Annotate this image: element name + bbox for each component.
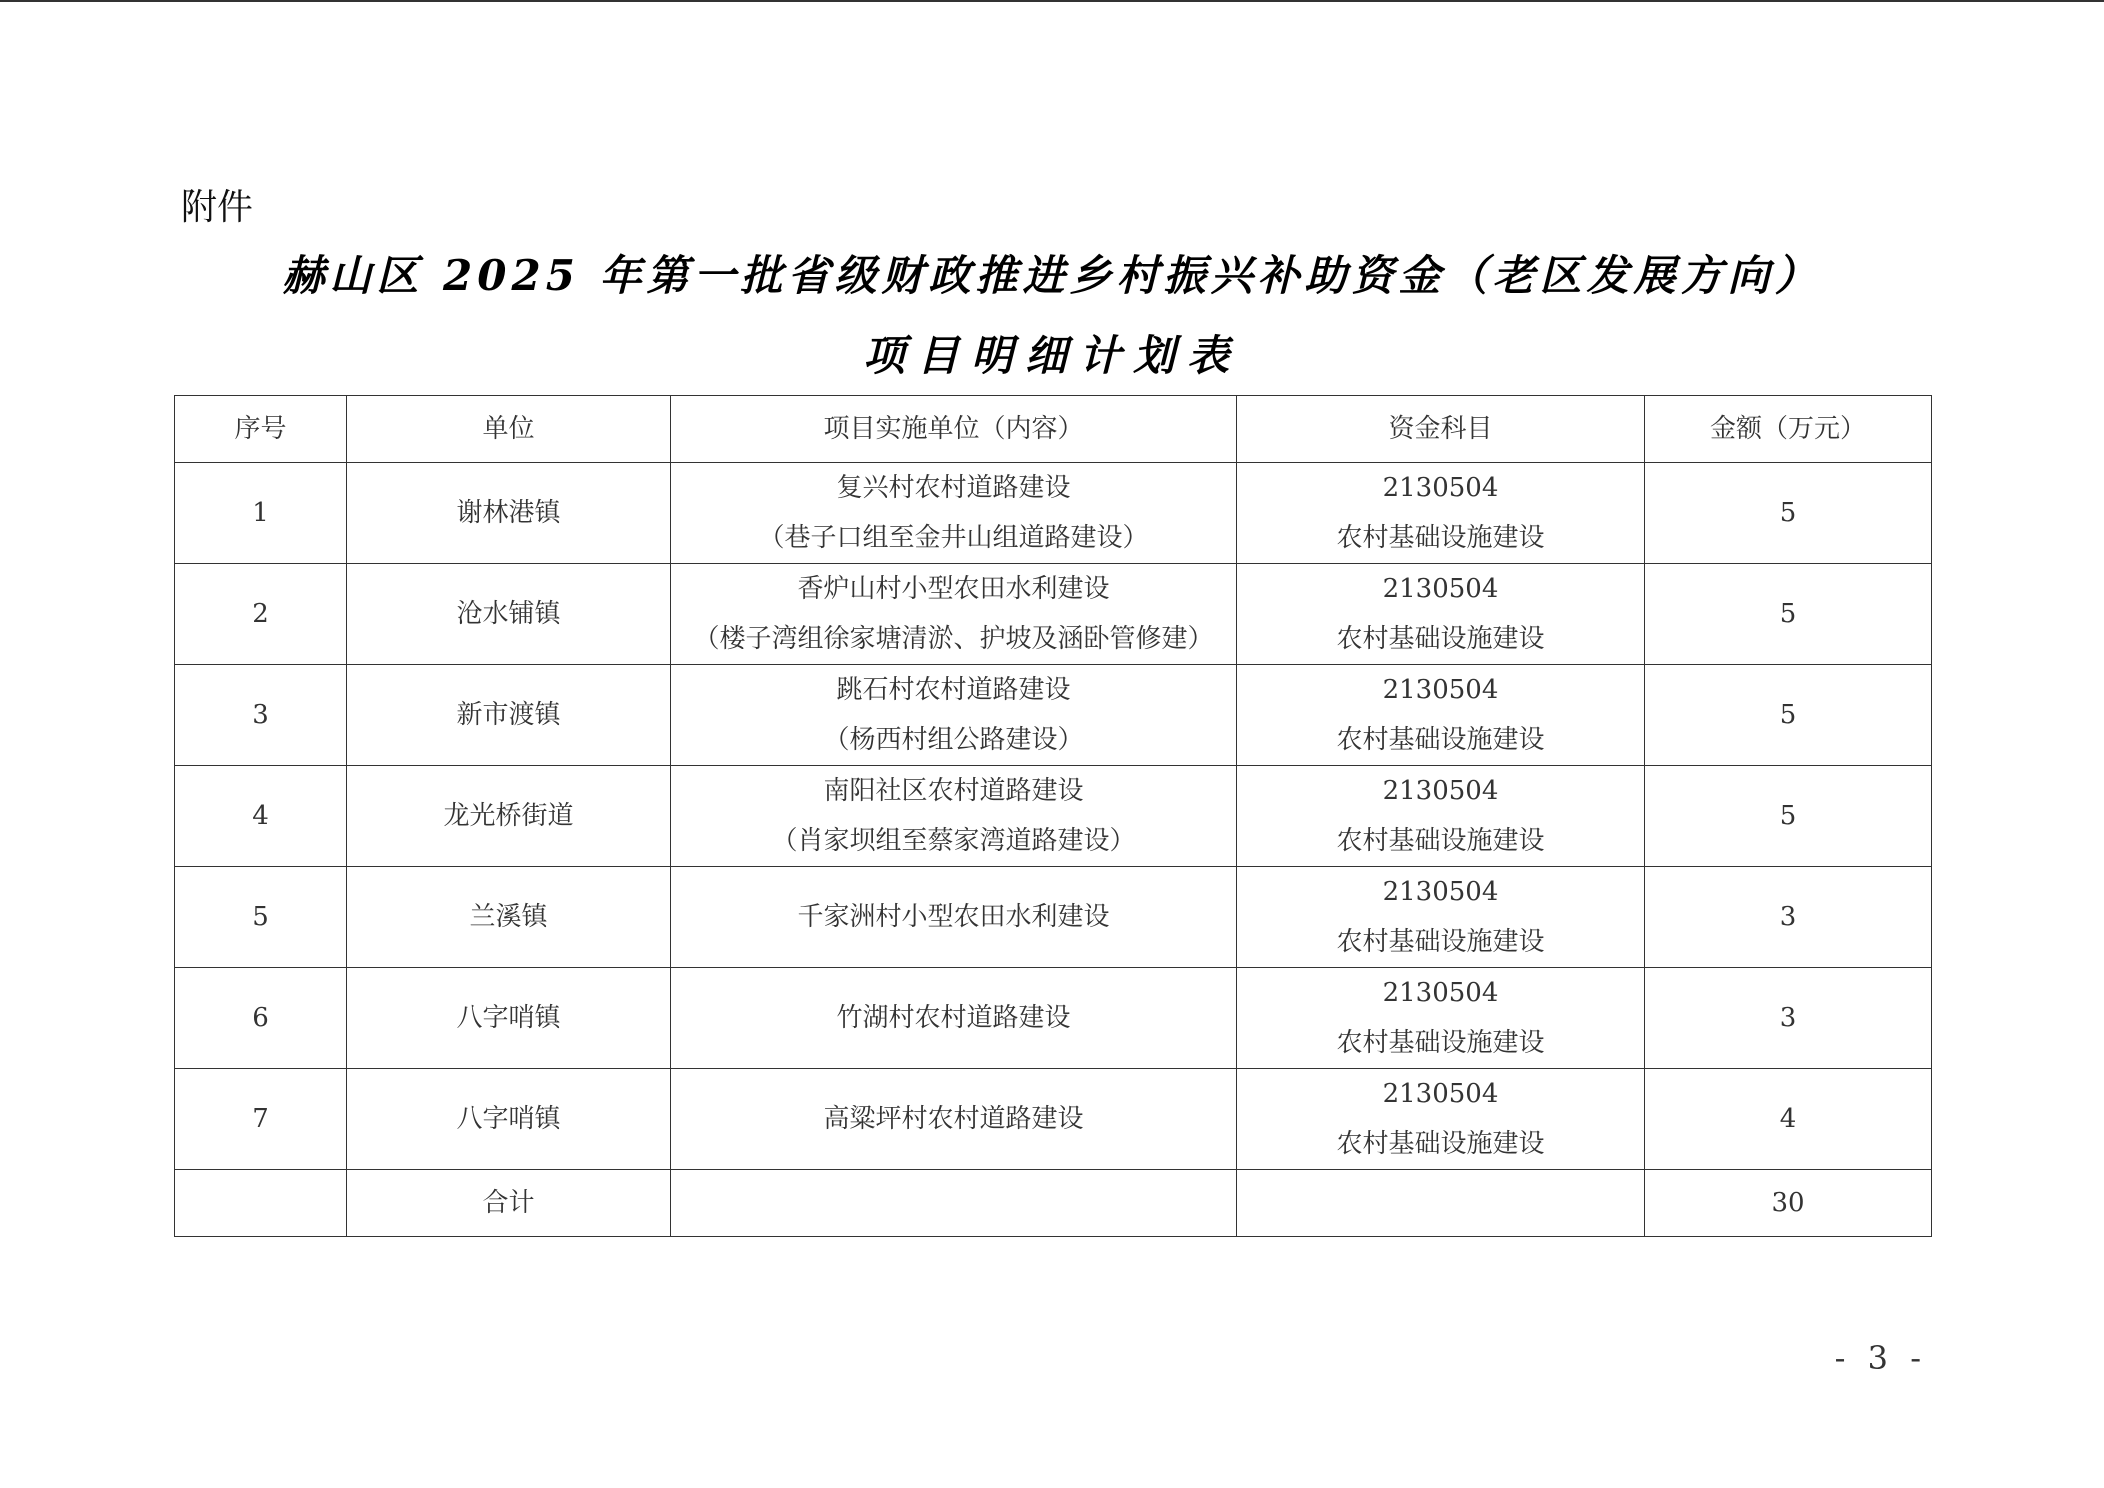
subject-name: 农村基础设施建设 bbox=[1336, 624, 1545, 654]
row-amount: 3 bbox=[1645, 968, 1932, 1069]
row-project-content bbox=[671, 766, 1237, 867]
table-row bbox=[175, 1069, 1932, 1170]
row-amount: 5 bbox=[1645, 564, 1932, 665]
row-fund-subject bbox=[1237, 1069, 1645, 1170]
row-serial-no: 5 bbox=[175, 867, 347, 968]
row-project-content: 高粱坪村农村道路建设 bbox=[671, 1069, 1237, 1170]
table-header-row bbox=[175, 396, 1932, 463]
header-fund-subject: 资金科目 bbox=[1237, 396, 1645, 463]
row-unit: 谢林港镇 bbox=[347, 463, 671, 564]
subject-name: 农村基础设施建设 bbox=[1336, 927, 1545, 957]
row-fund-subject bbox=[1237, 665, 1645, 766]
row-serial-no: 4 bbox=[175, 766, 347, 867]
subject-code: 2130504 bbox=[1382, 574, 1499, 604]
row-amount: 3 bbox=[1645, 867, 1932, 968]
row-serial-no: 2 bbox=[175, 564, 347, 665]
row-amount: 5 bbox=[1645, 463, 1932, 564]
subject-name: 农村基础设施建设 bbox=[1336, 725, 1545, 755]
header-amount: 金额（万元） bbox=[1645, 396, 1932, 463]
row-project-content bbox=[671, 564, 1237, 665]
row-project-content: 竹湖村农村道路建设 bbox=[671, 968, 1237, 1069]
project-name: 跳石村农村道路建设 bbox=[836, 675, 1071, 705]
row-serial-no: 3 bbox=[175, 665, 347, 766]
total-subject-empty bbox=[1237, 1170, 1645, 1237]
row-unit: 八字哨镇 bbox=[347, 1069, 671, 1170]
header-serial-no: 序号 bbox=[175, 396, 347, 463]
table-row bbox=[175, 463, 1932, 564]
row-unit: 龙光桥街道 bbox=[347, 766, 671, 867]
table-row bbox=[175, 867, 1932, 968]
row-fund-subject bbox=[1237, 766, 1645, 867]
document-title-line-2: 项目明细计划表 bbox=[862, 331, 1241, 380]
table-row bbox=[175, 968, 1932, 1069]
subject-name: 农村基础设施建设 bbox=[1336, 523, 1545, 553]
subject-code: 2130504 bbox=[1382, 978, 1499, 1008]
attachment-label: 附件 bbox=[181, 187, 254, 228]
table-total-row bbox=[175, 1170, 1932, 1237]
row-amount: 5 bbox=[1645, 665, 1932, 766]
total-project-empty bbox=[671, 1170, 1237, 1237]
project-detail: （杨西村组公路建设） bbox=[823, 725, 1084, 755]
row-project-content: 千家洲村小型农田水利建设 bbox=[671, 867, 1237, 968]
row-fund-subject bbox=[1237, 867, 1645, 968]
row-fund-subject bbox=[1237, 463, 1645, 564]
total-label: 合计 bbox=[347, 1170, 671, 1237]
project-detail-table bbox=[174, 395, 1932, 1237]
project-detail: （楼子湾组徐家塘清淤、护坡及涵卧管修建） bbox=[693, 624, 1214, 654]
row-serial-no: 7 bbox=[175, 1069, 347, 1170]
subject-code: 2130504 bbox=[1382, 776, 1499, 806]
table-row bbox=[175, 564, 1932, 665]
subject-code: 2130504 bbox=[1382, 675, 1499, 705]
project-name: 香炉山村小型农田水利建设 bbox=[797, 574, 1110, 604]
row-serial-no: 1 bbox=[175, 463, 347, 564]
table-row bbox=[175, 665, 1932, 766]
total-amount: 30 bbox=[1645, 1170, 1932, 1237]
project-name: 南阳社区农村道路建设 bbox=[823, 776, 1084, 806]
table-row bbox=[175, 766, 1932, 867]
row-unit: 八字哨镇 bbox=[347, 968, 671, 1069]
document-title-line-1: 赫山区 2025 年第一批省级财政推进乡村振兴补助资金（老区发展方向） bbox=[282, 251, 1822, 300]
row-project-content bbox=[671, 665, 1237, 766]
row-serial-no: 6 bbox=[175, 968, 347, 1069]
row-unit: 沧水铺镇 bbox=[347, 564, 671, 665]
subject-name: 农村基础设施建设 bbox=[1336, 1028, 1545, 1058]
subject-name: 农村基础设施建设 bbox=[1336, 826, 1545, 856]
subject-code: 2130504 bbox=[1382, 877, 1499, 907]
project-name: 复兴村农村道路建设 bbox=[836, 473, 1071, 503]
row-project-content bbox=[671, 463, 1237, 564]
subject-name: 农村基础设施建设 bbox=[1336, 1129, 1545, 1159]
row-amount: 4 bbox=[1645, 1069, 1932, 1170]
page-number: - 3 - bbox=[1834, 1339, 1927, 1377]
project-detail: （巷子口组至金井山组道路建设） bbox=[758, 523, 1149, 553]
subject-code: 2130504 bbox=[1382, 1079, 1499, 1109]
row-fund-subject bbox=[1237, 968, 1645, 1069]
row-unit: 兰溪镇 bbox=[347, 867, 671, 968]
row-fund-subject bbox=[1237, 564, 1645, 665]
top-border-rule bbox=[0, 0, 2104, 2]
header-unit: 单位 bbox=[347, 396, 671, 463]
subject-code: 2130504 bbox=[1382, 473, 1499, 503]
row-unit: 新市渡镇 bbox=[347, 665, 671, 766]
header-project-content: 项目实施单位（内容） bbox=[671, 396, 1237, 463]
project-detail: （肖家坝组至蔡家湾道路建设） bbox=[771, 826, 1136, 856]
row-amount: 5 bbox=[1645, 766, 1932, 867]
total-serial-empty bbox=[175, 1170, 347, 1237]
